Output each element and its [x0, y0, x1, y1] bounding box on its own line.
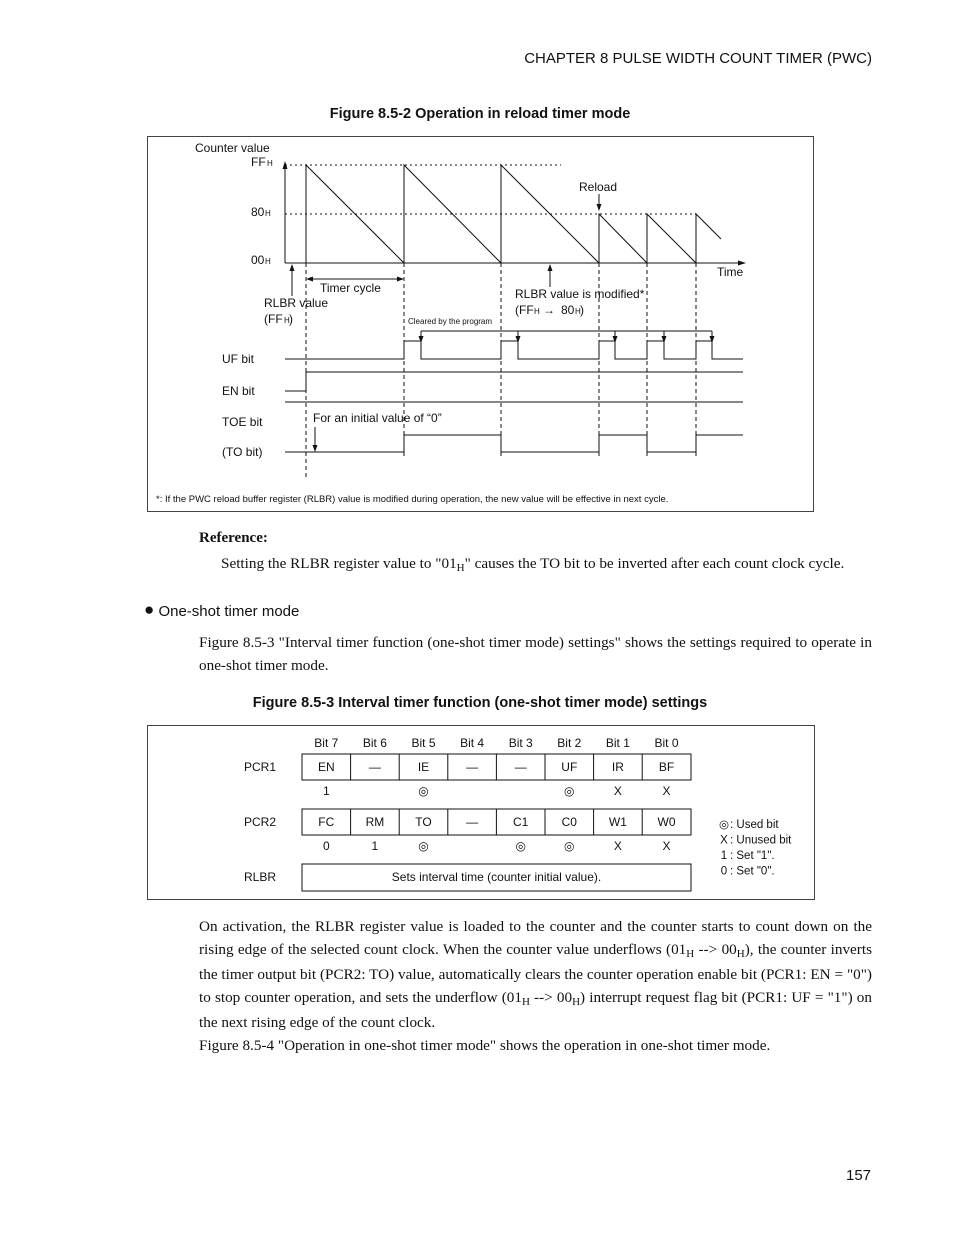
pcr1-bit-cell: —: [514, 760, 527, 774]
chapter-header: CHAPTER 8 PULSE WIDTH COUNT TIMER (PWC): [524, 50, 872, 67]
pcr2-bit-value: ◎: [564, 839, 575, 853]
pcr2-bit-value: 0: [322, 839, 330, 853]
initial-value-note: For an initial value of “0”: [313, 411, 442, 425]
en-waveform: [285, 372, 743, 391]
pcr2-bit-cell: RM: [365, 815, 385, 829]
bit-header: Bit 4: [460, 736, 485, 750]
pcr1-bit-cell: —: [368, 760, 381, 774]
rlbr-modified-label: RLBR value is modified*: [515, 287, 645, 301]
en-bit-label: EN bit: [222, 384, 255, 398]
bit-header: Bit 2: [557, 736, 582, 750]
pcr1-bit-cell: IR: [611, 760, 624, 774]
bit-header: Bit 6: [362, 736, 387, 750]
pcr2-bit-cell: C1: [513, 815, 529, 829]
rlbr-modified-close: ): [580, 303, 584, 317]
pcr1-bit-value: X: [662, 784, 671, 798]
pcr1-bit-cell: —: [466, 760, 479, 774]
rlbr-modified-arrow: →: [543, 303, 555, 317]
pcr1-bit-cell: UF: [561, 760, 578, 774]
reload-label: Reload: [579, 180, 618, 194]
pcr1-bit-value: 1: [322, 784, 330, 798]
uf-bit-label: UF bit: [222, 352, 255, 366]
section-heading: ● One-shot timer mode: [144, 600, 300, 620]
pcr1-bit-cell: BF: [658, 760, 675, 774]
figure2-title: Figure 8.5-3 Interval timer function (one-shot timer mode) settings: [252, 695, 708, 711]
bit-header: Bit 0: [654, 736, 679, 750]
pcr2-bit-cell: W1: [608, 815, 627, 829]
v00-sub: H: [265, 257, 271, 266]
rlbr-modified-to: 80: [561, 303, 575, 317]
figure2-box: [147, 725, 815, 900]
pcr1-bit-value: ◎: [418, 784, 429, 798]
bullet-icon: ●: [144, 600, 155, 619]
pcr2-bit-value: 1: [371, 839, 379, 853]
pcr1-bit-cell: EN: [317, 760, 335, 774]
ff-label: FF: [251, 155, 266, 169]
counter-waveform: [306, 165, 721, 263]
rlbr-label: RLBR: [244, 870, 277, 884]
pcr2-bit-value: ◎: [515, 839, 526, 853]
pcr2-bit-value: X: [662, 839, 671, 853]
pcr2-bit-value: X: [613, 839, 622, 853]
rlbr-ff-open: (FF: [264, 312, 283, 326]
pcr2-bit-cell: TO: [415, 815, 432, 829]
legend-symbol: ◎: [718, 819, 730, 831]
rlbr-description: Sets interval time (counter initial value).: [391, 870, 602, 884]
legend-text: : Set "1".: [730, 850, 775, 862]
reference-heading: Reference:: [199, 530, 268, 546]
rlbr-modified-from: (FF: [515, 303, 534, 317]
rlbr-value-label: RLBR value: [264, 296, 329, 310]
bit-header: Bit 3: [508, 736, 533, 750]
pcr1-bit-cell: IE: [417, 760, 430, 774]
time-label: Time: [717, 265, 744, 279]
legend-text: : Used bit: [730, 819, 779, 831]
v00-label: 00: [251, 253, 265, 267]
legend-text: : Set "0".: [730, 865, 775, 878]
register-settings: [148, 726, 816, 901]
pcr2-bit-cell: —: [466, 815, 479, 829]
bit-header: Bit 5: [411, 736, 436, 750]
rlbr-ff-sub: H: [284, 316, 290, 325]
reference-text: Setting the RLBR register value to "01H" causes the TO bit to be inverted after each count clock cycle.: [221, 555, 845, 574]
section-intro: Figure 8.5-3 "Interval timer function (one-shot timer mode) settings" shows the settings required to operate in one-shot timer mode.: [199, 634, 872, 674]
toe-bit-label: TOE bit: [222, 415, 263, 429]
pcr2-bit-cell: C0: [561, 815, 577, 829]
rlbr-modified-sub2: H: [575, 307, 581, 316]
ff-sub: H: [267, 159, 273, 168]
legend-symbol: X: [720, 834, 728, 847]
cleared-label: Cleared by the program: [408, 317, 493, 326]
v80-label: 80: [251, 205, 265, 219]
legend-symbol: 1: [720, 850, 728, 862]
pcr2-bit-cell: FC: [318, 815, 335, 829]
pcr2-label: PCR2: [244, 815, 277, 829]
legend-text: : Unused bit: [730, 834, 792, 847]
legend-symbol: 0: [720, 865, 728, 878]
timer-cycle-label: Timer cycle: [320, 281, 381, 295]
counter-value-label: Counter value: [195, 141, 270, 155]
body-paragraph-1: On activation, the RLBR register value is loaded to the counter and the counter starts to count down on the rising edge of the selected count clock. When the counter value underflows (01H --> 00H), the counter inverts the timer output bit (PCR2: TO) value, automatically clears the counter operation enable bit (PCR1: EN = "0") to stop counter operation, and sets the underflow (01H --> 00H) interrupt request flag bit (PCR1: UF = "1") on the next rising edge of the count clock.: [199, 918, 872, 1031]
pcr2-bit-cell: W0: [657, 815, 676, 829]
pcr2-bit-value: ◎: [418, 839, 429, 853]
timing-diagram: [148, 137, 815, 513]
rlbr-modified-sub1: H: [534, 307, 540, 316]
figure1-footnote: *: If the PWC reload buffer register (RLBR) value is modified during operation, the new value will be effective in next cycle.: [156, 494, 669, 505]
bit-header: Bit 1: [605, 736, 630, 750]
pcr1-bit-value: ◎: [564, 784, 575, 798]
pcr1-bit-value: X: [613, 784, 622, 798]
v80-sub: H: [265, 209, 271, 218]
rlbr-ff-close: ): [289, 312, 293, 326]
pcr1-label: PCR1: [244, 760, 277, 774]
body-paragraph-2: Figure 8.5-4 "Operation in one-shot timer mode" shows the operation in one-shot timer mode.: [199, 1037, 771, 1054]
to-bit-label: (TO bit): [222, 445, 263, 459]
page-number: 157: [846, 1167, 872, 1184]
figure1-box: [147, 136, 814, 512]
bit-header: Bit 7: [314, 736, 339, 750]
to-waveform: [285, 435, 743, 452]
uf-waveform: [285, 341, 743, 359]
figure1-title: Figure 8.5-2 Operation in reload timer mode: [329, 106, 631, 122]
